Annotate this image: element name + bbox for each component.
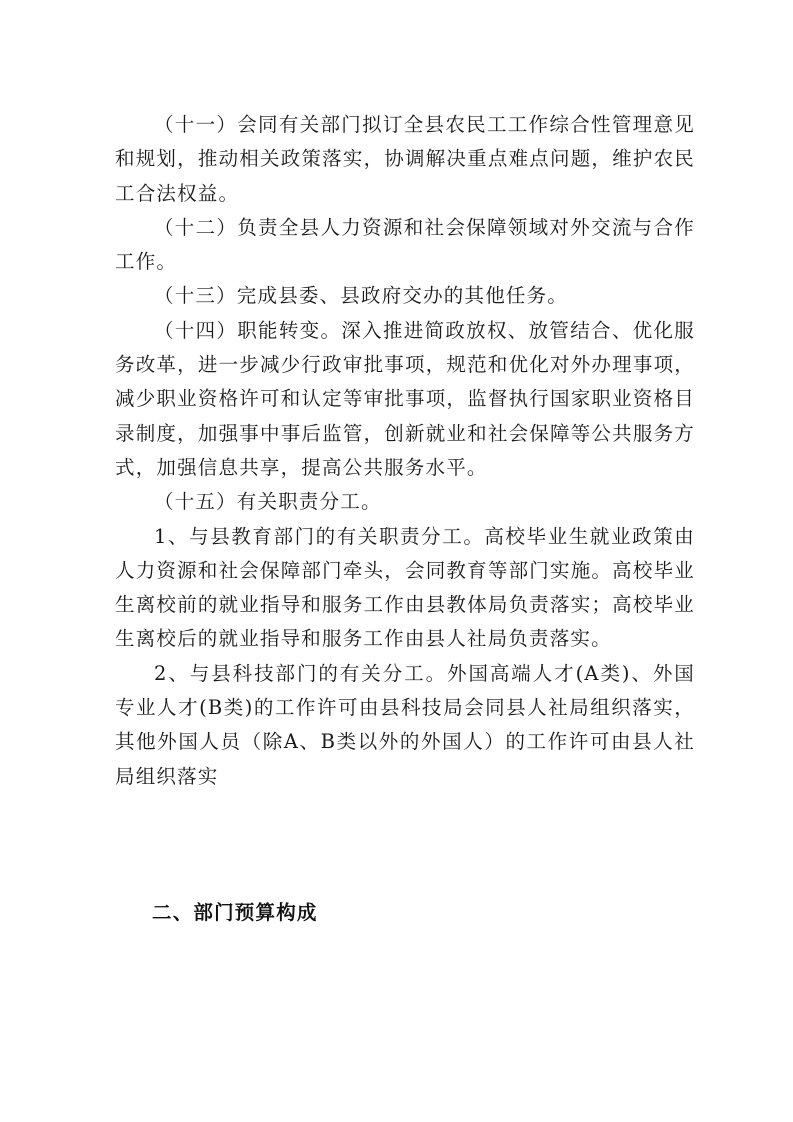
paragraph-item-14: （十四）职能转变。深入推进简政放权、放管结合、优化服务改革，进一步减少行政审批事项，规范和优化对外办理事项，减少职业资格许可和认定等审批事项，监督执行国家职业资格目录制度，加强事中事后监管，创新就业和社会保障等公共服务方式，加强信息共享，提高公共服务水平。: [115, 318, 695, 479]
section-heading: 二、部门预算构成: [152, 901, 318, 924]
paragraph-item-11: （十一）会同有关部门拟订全县农民工工作综合性管理意见和规划，推动相关政策落实，协调解决重点难点问题，维护农民工合法权益。: [115, 113, 695, 205]
paragraph-item-13: （十三）完成县委、县政府交办的其他任务。: [154, 284, 569, 308]
paragraph-item-12: （十二）负责全县人力资源和社会保障领域对外交流与合作工作。: [115, 215, 695, 274]
document-body: [115, 108, 695, 794]
paragraph-technology-division: 2、与县科技部门的有关分工。外国高端人才(A类)、外国专业人才(B类)的工作许可由县科技局会同县人社局组织落实，其他外国人员（除A、B类以外的外国人）的工作许可由县人社局组织落实: [115, 661, 695, 788]
paragraph-item-15: （十五）有关职责分工。: [154, 490, 382, 514]
paragraph-education-division: 1、与县教育部门的有关职责分工。高校毕业生就业政策由人力资源和社会保障部门牵头，会同教育等部门实施。高校毕业生离校前的就业指导和服务工作由县教体局负责落实；高校毕业生离校后的就业指导和服务工作由县人社局负责落实。: [115, 524, 695, 651]
